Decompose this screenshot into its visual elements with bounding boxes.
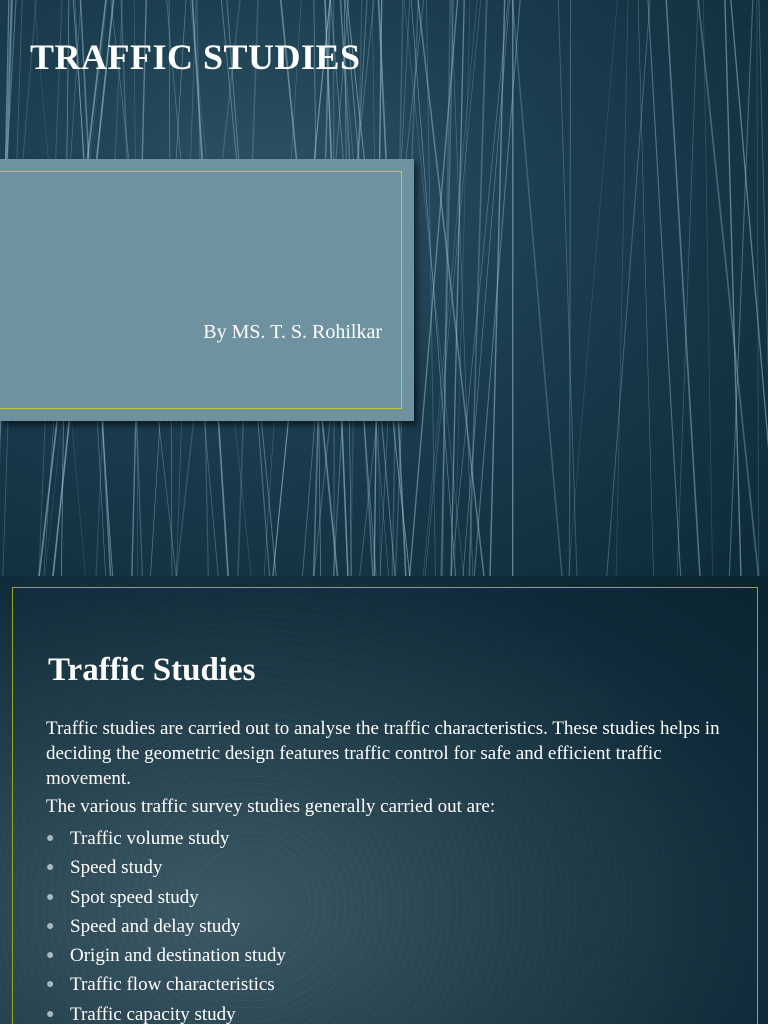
bullet-dot-icon: ●	[46, 860, 55, 876]
list-item	[46, 912, 286, 941]
list-item-label: Spot speed study	[70, 886, 199, 908]
bullet-dot-icon: ●	[46, 948, 55, 964]
bullet-dot-icon: ●	[46, 831, 55, 846]
list-item	[46, 1000, 286, 1024]
list-item-label: Origin and destination study	[70, 945, 286, 967]
slide-title: TRAFFIC STUDIES	[30, 37, 361, 77]
bullet-dot-icon: ●	[46, 977, 55, 993]
list-item	[46, 941, 286, 970]
bullet-dot-icon: ●	[46, 918, 55, 934]
list-item	[46, 824, 286, 853]
content-title: Traffic Studies	[48, 652, 256, 688]
list-item	[46, 853, 286, 882]
bullet-dot-icon: ●	[46, 889, 55, 905]
author-subtitle: By MS. T. S. Rohilkar	[203, 321, 382, 343]
title-box-border	[0, 171, 402, 409]
intro-paragraph: Traffic studies are carried out to analyse the traffic characteristics. These studies helps in deciding the geometric design features traffic control for safe and efficient traffic movement.	[46, 718, 720, 789]
study-list	[46, 824, 286, 1024]
list-item-label: Traffic flow characteristics	[70, 974, 275, 996]
list-item-label: Traffic capacity study	[70, 1003, 236, 1024]
title-box	[0, 159, 414, 421]
bullet-dot-icon: ●	[46, 1006, 55, 1022]
content-slide	[0, 576, 768, 1024]
lead-sentence: The various traffic survey studies generally carried out are:	[46, 796, 496, 817]
list-item-label: Speed study	[70, 857, 163, 879]
list-item-label: Traffic volume study	[70, 828, 230, 849]
list-item	[46, 883, 286, 912]
list-item-label: Speed and delay study	[70, 915, 241, 937]
list-item	[46, 970, 286, 999]
